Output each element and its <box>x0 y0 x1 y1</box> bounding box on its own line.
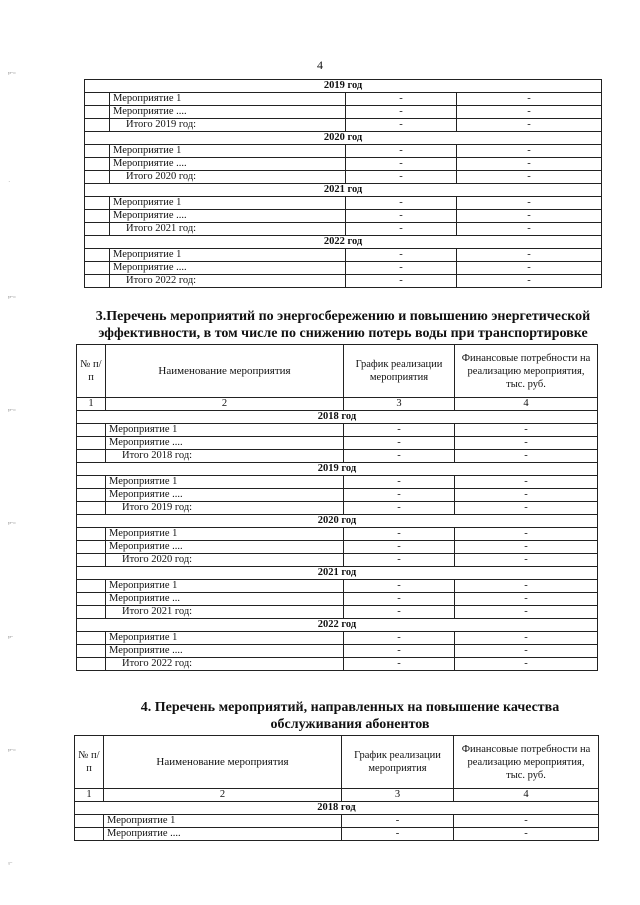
measure-row <box>85 210 602 223</box>
scan-mark: ₚ₋₌ <box>8 518 16 526</box>
page-number: 4 <box>317 58 323 72</box>
scan-mark: ˙ <box>8 180 10 188</box>
col-header-num: № п/п <box>75 736 104 789</box>
measure-row <box>77 476 598 489</box>
measure-schedule: - <box>346 210 457 223</box>
total-row <box>77 606 598 619</box>
section4-heading-line2: обслуживания абонентов <box>270 717 430 732</box>
scan-mark: ₓ₋ <box>8 858 12 866</box>
measure-schedule: - <box>346 197 457 210</box>
col-header-cost: Финансовые потребности на реализацию мероприятия, тыс. руб. <box>454 736 599 789</box>
measure-row <box>75 815 599 828</box>
measure-cost: - <box>455 528 598 541</box>
measure-cost: - <box>455 489 598 502</box>
row-number <box>85 197 110 210</box>
total-schedule: - <box>344 606 455 619</box>
measure-row <box>77 437 598 450</box>
total-label: Итого 2018 год: <box>106 450 344 463</box>
year-label: 2019 год <box>77 463 598 476</box>
scan-mark: ₚ₋₌ <box>8 292 16 300</box>
row-number <box>77 450 106 463</box>
measure-row <box>85 262 602 275</box>
section3-heading-line2: эффективности, в том числе по снижению потерь воды при транспортировке <box>98 326 588 341</box>
year-row <box>75 802 599 815</box>
measure-schedule: - <box>344 632 455 645</box>
measure-cost: - <box>455 541 598 554</box>
row-number <box>77 554 106 567</box>
total-schedule: - <box>344 502 455 515</box>
total-cost: - <box>457 119 602 132</box>
total-schedule: - <box>346 171 457 184</box>
total-label: Итого 2021 год: <box>106 606 344 619</box>
measure-row <box>85 145 602 158</box>
measure-row <box>77 541 598 554</box>
measure-name: Мероприятие .... <box>104 828 342 841</box>
total-label: Итого 2019 год: <box>110 119 346 132</box>
col-number: 2 <box>104 789 342 802</box>
measure-cost: - <box>455 580 598 593</box>
col-header-schedule: График реализации мероприятия <box>344 345 455 398</box>
year-label: 2018 год <box>77 411 598 424</box>
measure-name: Мероприятие 1 <box>110 145 346 158</box>
measure-row <box>85 93 602 106</box>
scan-mark: ₚ₋₌ <box>8 405 16 413</box>
total-cost: - <box>457 275 602 288</box>
total-row <box>85 275 602 288</box>
scan-mark: ₚ₋₌ <box>8 68 16 76</box>
year-row <box>85 132 602 145</box>
column-numbers-row <box>77 398 598 411</box>
measure-schedule: - <box>344 593 455 606</box>
measure-schedule: - <box>344 645 455 658</box>
measure-schedule: - <box>344 580 455 593</box>
row-number <box>77 489 106 502</box>
row-number <box>85 249 110 262</box>
measure-name: Мероприятие ... <box>106 593 344 606</box>
total-cost: - <box>455 502 598 515</box>
total-label: Итого 2022 год: <box>106 658 344 671</box>
measure-row <box>77 580 598 593</box>
row-number <box>77 658 106 671</box>
measure-name: Мероприятие .... <box>110 158 346 171</box>
row-number <box>85 145 110 158</box>
measure-schedule: - <box>344 476 455 489</box>
measure-schedule: - <box>346 93 457 106</box>
measure-schedule: - <box>344 424 455 437</box>
section4-heading-line1: 4. Перечень мероприятий, направленных на повышение качества <box>140 700 560 715</box>
measure-row <box>77 489 598 502</box>
year-row <box>77 619 598 632</box>
measure-row <box>77 593 598 606</box>
year-label: 2018 год <box>75 802 599 815</box>
row-number <box>85 210 110 223</box>
measure-name: Мероприятие 1 <box>106 580 344 593</box>
total-row <box>77 502 598 515</box>
col-number: 3 <box>342 789 454 802</box>
measure-schedule: - <box>346 262 457 275</box>
year-row <box>85 80 602 93</box>
measure-schedule: - <box>344 528 455 541</box>
row-number <box>85 93 110 106</box>
row-number <box>77 502 106 515</box>
row-number <box>77 424 106 437</box>
measure-name: Мероприятие .... <box>106 437 344 450</box>
total-schedule: - <box>346 275 457 288</box>
total-cost: - <box>455 450 598 463</box>
measure-cost: - <box>455 476 598 489</box>
measure-schedule: - <box>342 828 454 841</box>
col-header-cost: Финансовые потребности на реализацию мероприятия, тыс. руб. <box>455 345 598 398</box>
year-row <box>77 515 598 528</box>
total-schedule: - <box>344 450 455 463</box>
col-number: 4 <box>454 789 599 802</box>
total-label: Итого 2020 год: <box>110 171 346 184</box>
measure-row <box>85 106 602 119</box>
year-label: 2021 год <box>77 567 598 580</box>
row-number <box>85 223 110 236</box>
year-label: 2022 год <box>85 236 602 249</box>
measure-cost: - <box>455 593 598 606</box>
total-label: Итого 2021 год: <box>110 223 346 236</box>
measure-name: Мероприятие 1 <box>106 424 344 437</box>
row-number <box>85 275 110 288</box>
total-cost: - <box>455 554 598 567</box>
measure-cost: - <box>457 210 602 223</box>
row-number <box>77 632 106 645</box>
measure-schedule: - <box>346 106 457 119</box>
col-number: 1 <box>75 789 104 802</box>
measure-name: Мероприятие .... <box>110 210 346 223</box>
scan-mark: ₚ₋ <box>8 632 13 640</box>
row-number <box>77 606 106 619</box>
total-cost: - <box>457 171 602 184</box>
year-label: 2019 год <box>85 80 602 93</box>
row-number <box>85 171 110 184</box>
measure-name: Мероприятие 1 <box>106 528 344 541</box>
row-number <box>77 437 106 450</box>
measure-name: Мероприятие 1 <box>110 249 346 262</box>
col-header-schedule: График реализации мероприятия <box>342 736 454 789</box>
total-cost: - <box>455 606 598 619</box>
measure-row <box>77 528 598 541</box>
measure-name: Мероприятие 1 <box>106 632 344 645</box>
measure-cost: - <box>455 424 598 437</box>
row-number <box>75 828 104 841</box>
measure-cost: - <box>457 93 602 106</box>
row-number <box>77 593 106 606</box>
col-number: 2 <box>106 398 344 411</box>
section3-heading-line1: 3.Перечень мероприятий по энергосбережению и повышению энергетической <box>95 309 591 324</box>
total-schedule: - <box>346 223 457 236</box>
year-label: 2021 год <box>85 184 602 197</box>
row-number <box>85 106 110 119</box>
measure-cost: - <box>457 249 602 262</box>
measure-row <box>85 249 602 262</box>
measure-row <box>77 645 598 658</box>
col-header-name: Наименование мероприятия <box>106 345 344 398</box>
measure-schedule: - <box>344 541 455 554</box>
measure-schedule: - <box>346 249 457 262</box>
year-row <box>77 463 598 476</box>
measure-name: Мероприятие .... <box>106 541 344 554</box>
total-label: Итого 2020 год: <box>106 554 344 567</box>
section3-heading <box>78 308 608 342</box>
year-row <box>77 411 598 424</box>
row-number <box>77 541 106 554</box>
measure-schedule: - <box>346 145 457 158</box>
measure-cost: - <box>454 828 599 841</box>
total-row <box>77 554 598 567</box>
col-number: 4 <box>455 398 598 411</box>
row-number <box>85 158 110 171</box>
section4-heading <box>110 699 590 733</box>
measure-cost: - <box>457 106 602 119</box>
row-number <box>77 528 106 541</box>
col-number: 3 <box>344 398 455 411</box>
year-label: 2020 год <box>85 132 602 145</box>
total-cost: - <box>457 223 602 236</box>
measure-schedule: - <box>342 815 454 828</box>
energy-measures-table <box>76 344 598 671</box>
measure-cost: - <box>457 145 602 158</box>
measure-schedule: - <box>346 158 457 171</box>
col-header-name: Наименование мероприятия <box>104 736 342 789</box>
year-row <box>85 184 602 197</box>
measure-cost: - <box>455 645 598 658</box>
measure-name: Мероприятие .... <box>106 645 344 658</box>
measure-cost: - <box>457 197 602 210</box>
total-row <box>85 223 602 236</box>
col-number: 1 <box>77 398 106 411</box>
year-label: 2022 год <box>77 619 598 632</box>
measure-name: Мероприятие 1 <box>110 197 346 210</box>
measure-row <box>85 197 602 210</box>
measure-cost: - <box>457 158 602 171</box>
total-row <box>85 119 602 132</box>
measure-name: Мероприятие .... <box>110 262 346 275</box>
row-number <box>75 815 104 828</box>
row-number <box>77 580 106 593</box>
measure-name: Мероприятие 1 <box>106 476 344 489</box>
total-label: Итого 2019 год: <box>106 502 344 515</box>
year-row <box>85 236 602 249</box>
service-quality-measures-table <box>74 735 599 841</box>
measure-schedule: - <box>344 437 455 450</box>
total-schedule: - <box>344 658 455 671</box>
measure-cost: - <box>454 815 599 828</box>
total-cost: - <box>455 658 598 671</box>
table-header-row <box>75 736 599 789</box>
total-label: Итого 2022 год: <box>110 275 346 288</box>
measure-name: Мероприятие .... <box>106 489 344 502</box>
year-row <box>77 567 598 580</box>
measure-row <box>75 828 599 841</box>
column-numbers-row <box>75 789 599 802</box>
year-label: 2020 год <box>77 515 598 528</box>
table-header-row <box>77 345 598 398</box>
measure-row <box>77 632 598 645</box>
measures-table-continued <box>84 79 602 288</box>
total-row <box>77 450 598 463</box>
total-row <box>85 171 602 184</box>
measure-row <box>77 424 598 437</box>
measure-cost: - <box>455 437 598 450</box>
measure-cost: - <box>455 632 598 645</box>
measure-row <box>85 158 602 171</box>
scan-mark: ₚ₋₌ <box>8 745 16 753</box>
measure-schedule: - <box>344 489 455 502</box>
measure-cost: - <box>457 262 602 275</box>
measure-name: Мероприятие .... <box>110 106 346 119</box>
row-number <box>77 476 106 489</box>
row-number <box>77 645 106 658</box>
col-header-num: № п/п <box>77 345 106 398</box>
total-schedule: - <box>346 119 457 132</box>
row-number <box>85 119 110 132</box>
total-schedule: - <box>344 554 455 567</box>
total-row <box>77 658 598 671</box>
measure-name: Мероприятие 1 <box>110 93 346 106</box>
measure-name: Мероприятие 1 <box>104 815 342 828</box>
row-number <box>85 262 110 275</box>
